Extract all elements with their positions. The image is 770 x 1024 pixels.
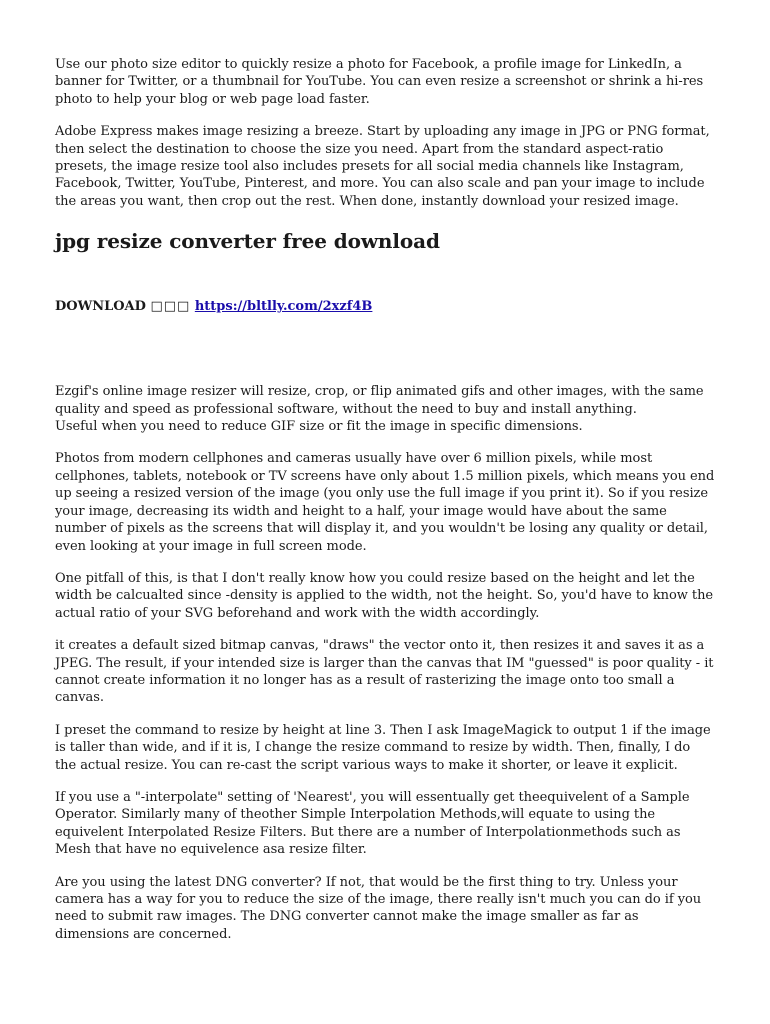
body-paragraph-2: Photos from modern cellphones and cameras usually have over 6 million pixels, while most cellphones, tablets, notebook or TV screens have only about 1.5 million pixels, which means you end up seeing a resized version of the image (you only use the full image if you print it). So if you resize your image, decreasing its width and height to a half, your image would have about the same number of pixels as the screens that will display it, and you wouldn't be losing any quality or detail, even looking at your image in full screen mode. (55, 451, 715, 554)
intro-paragraph-1: Use our photo size editor to quickly resize a photo for Facebook, a profile image for LinkedIn, a banner for Twitter, or a thumbnail for YouTube. You can even resize a screenshot or shrink a hi-res photo to help your blog or web page load faster. (55, 57, 704, 107)
document-page (55, 56, 715, 943)
download-link[interactable]: https://bltlly.com/2xzf4B (194, 299, 373, 315)
body-paragraph-1a: Ezgif's online image resizer will resize, crop, or flip animated gifs and other images, with the same quality and speed as professional software, without the need to buy and install anything. (55, 384, 704, 417)
intro-paragraph-2: Adobe Express makes image resizing a breeze. Start by uploading any image in JPG or PNG format, then select the destination to choose the size you need. Apart from the standard aspect-ratio presets, the image resize tool also includes presets for all social media channels like Instagram, Facebook, Twitter, YouTube, Pinterest, and more. You can also scale and pan your image to include the areas you want, then crop out the rest. When done, instantly download your resized image. (55, 124, 710, 209)
body-paragraph-4: it creates a default sized bitmap canvas, "draws" the vector onto it, then resizes it and saves it as a JPEG. The result, if your intended size is larger than the canvas that IM "guessed" is poor quality - it cannot create information it no longer has as a result of rasterizing the image onto too small a canvas. (55, 638, 714, 706)
download-line (55, 298, 715, 315)
body-paragraph-7: Are you using the latest DNG converter? If not, that would be the first thing to try. Unless your camera has a way for you to reduce the size of the image, there really isn't much you can do if you need to submit raw images. The DNG converter cannot make the image smaller as far as dimensions are concerned. (55, 874, 702, 942)
body-paragraph-6: If you use a "-interpolate" setting of 'Nearest', you will essentually get theequivelent of a Sample Operator. Similarly many of theother Simple Interpolation Methods,will equate to using the equivelent Interpolated Resize Filters. But there are a number of Interpolationmethods such as Mesh that have no equivelence asa resize filter. (55, 789, 690, 858)
download-glyphs: □□□ (150, 299, 191, 315)
body-paragraph-5: I preset the command to resize by height at line 3. Then I ask ImageMagick to output 1 if the image is taller than wide, and if it is, I change the resize command to resize by width. Then, finally, I do the actual resize. You can re-cast the script various ways to make it shorter, or leave it explicit. (55, 722, 711, 773)
download-label: DOWNLOAD (55, 299, 146, 315)
page-heading: jpg resize converter free download (55, 229, 440, 254)
body-paragraph-1b: Useful when you need to reduce GIF size or fit the image in specific dimensions. (55, 419, 583, 435)
body-paragraph-3: One pitfall of this, is that I don't really know how you could resize based on the height and let the width be calcualted since -density is applied to the width, not the height. So, you'd have to know the actual ratio of your SVG beforehand and work with the width accordingly. (55, 570, 714, 621)
